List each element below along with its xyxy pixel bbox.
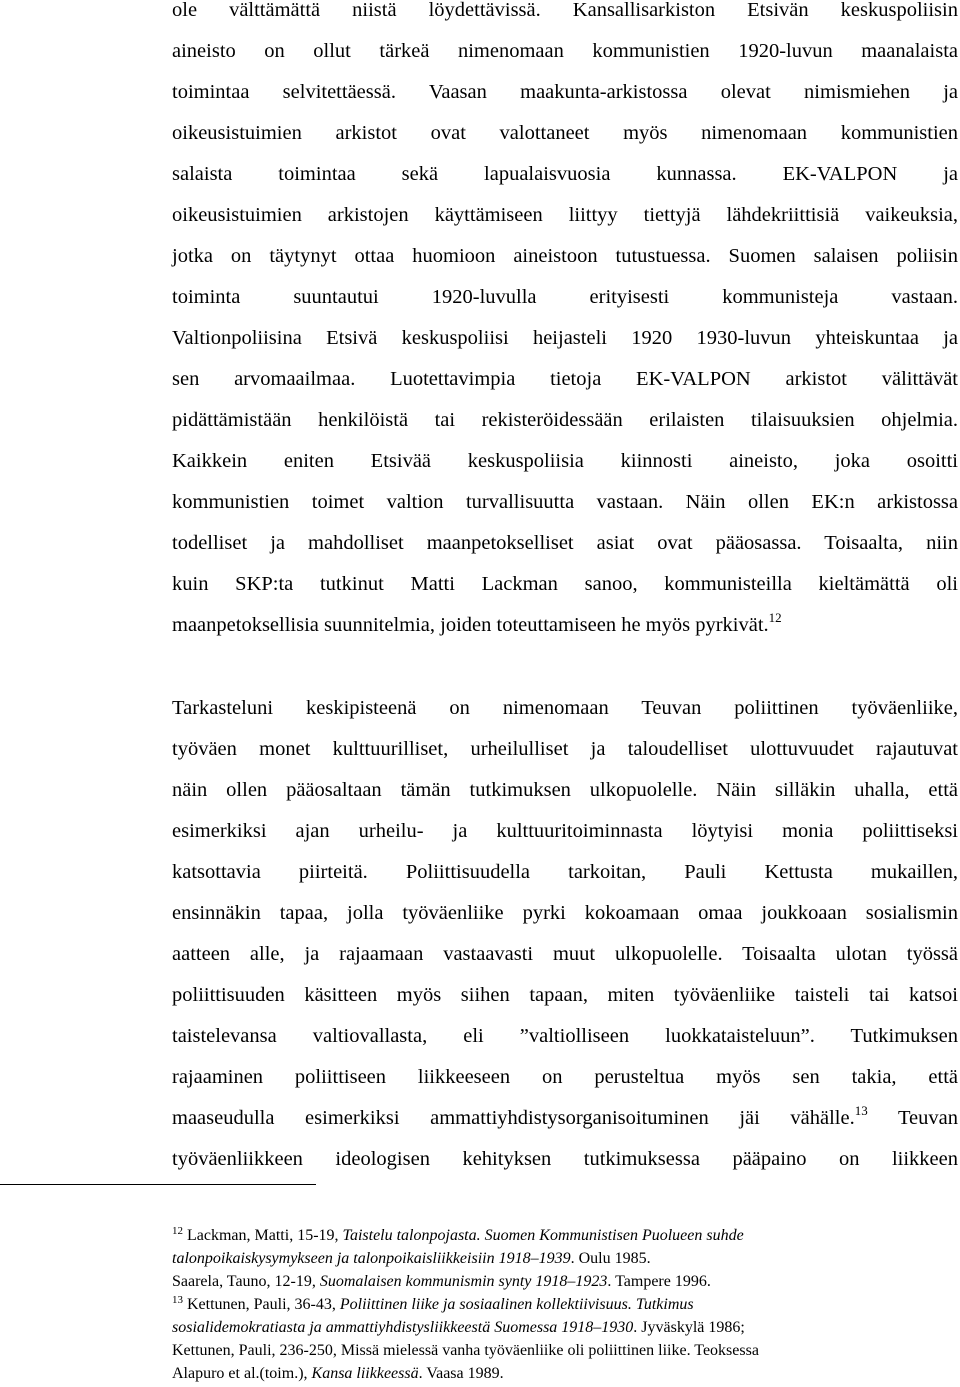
footnote-separator (0, 1184, 316, 1185)
footnote-text: Alapuro et al.(toim.), (172, 1365, 312, 1382)
paragraph-line: kommunistien toimet valtion turvallisuutta vastaan. Näin ollen EK:n arkistossa (172, 491, 958, 513)
footnote-13-line (172, 1362, 958, 1385)
paragraph-line: Valtionpoliisina Etsivä keskuspoliisi heijasteli 1920 1930-luvun yhteiskuntaa ja (172, 327, 958, 349)
footnote-13-line (172, 1339, 958, 1362)
paragraph-line: todelliset ja mahdolliset maanpetokselliset asiat ovat pääosassa. Toisaalta, niin (172, 532, 958, 554)
paragraph-line: aatteen alle, ja rajaamaan vastaavasti muut ulkopuolelle. Toisaalta ulotan työssä (172, 943, 958, 965)
paragraph-last-line (172, 605, 958, 646)
paragraph-line: jotka on täytynyt ottaa huomioon aineistoon tutustuessa. Suomen salaisen poliisin (172, 245, 958, 267)
footnote-title: sosialidemokratiasta ja ammattiyhdistysliikkeestä Suomessa 1918–1930 (172, 1319, 634, 1336)
footnote-number: 13 (172, 1294, 183, 1306)
paragraph-line-text: maaseudulla esimerkiksi ammattiyhdistysorganisoituminen jäi vähälle. (172, 1107, 855, 1129)
footnote-text: Kettunen, Pauli, 36-43, (187, 1296, 340, 1313)
footnote-text: . Tampere 1996. (607, 1273, 711, 1290)
paragraph-line-with-note (172, 1098, 958, 1139)
paragraph-line: sen arvomaailmaa. Luotettavimpia tietoja EK-VALPON arkistot välittävät (172, 368, 958, 390)
footnote-text: . Oulu 1985. (570, 1250, 651, 1267)
footnotes (172, 1224, 958, 1385)
paragraph-line: katsottavia piirteitä. Poliittisuudella tarkoitan, Pauli Kettusta mukaillen, (172, 861, 958, 883)
footnote-text: Saarela, Tauno, 12-19, (172, 1273, 320, 1290)
paragraph-line-text: maanpetoksellisia suunnitelmia, joiden toteuttamiseen he myös pyrkivät. (172, 614, 769, 636)
paragraph-line: näin ollen pääosaltaan tämän tutkimuksen ulkopuolelle. Näin silläkin uhalla, että (172, 779, 958, 801)
footnote-number: 12 (172, 1225, 183, 1237)
paragraph-line: työväen monet kulttuurilliset, urheilulliset ja taloudelliset ulottuvuudet rajautuvat (172, 738, 958, 760)
paragraph-line: pidättämistään henkilöistä tai rekisteröidessään erilaisten tilaisuuksien ohjelmia. (172, 409, 958, 431)
paragraph-line: toimintaa selvitettäessä. Vaasan maakunta-arkistossa olevat nimismiehen ja (172, 81, 958, 103)
footnote-text: . Vaasa 1989. (418, 1365, 504, 1382)
paragraph-line: aineisto on ollut tärkeä nimenomaan kommunistien 1920-luvun maanalaista (172, 40, 958, 62)
footnote-12-line (172, 1224, 958, 1247)
paragraph-line: ole välttämättä niistä löydettävissä. Kansallisarkiston Etsivän keskuspoliisin (172, 0, 958, 21)
footnote-ref-12[interactable]: 12 (768, 610, 782, 625)
paragraph-line: rajaaminen poliittiseen liikkeeseen on perusteltua myös sen takia, että (172, 1066, 958, 1088)
footnote-title: Poliittinen liike ja sosiaalinen kollektiivisuus. Tutkimus (339, 1296, 694, 1313)
footnote-title: Taistelu talonpojasta. Suomen Kommunistisen Puolueen suhde (342, 1227, 744, 1244)
paragraph-line: ensinnäkin tapaa, jolla työväenliike pyrki kokoamaan omaa joukkoaan sosialismin (172, 902, 958, 924)
paragraph-line: toiminta suuntautui 1920-luvulla erityisesti kommunisteja vastaan. (172, 286, 958, 308)
paragraph-scope (172, 688, 958, 1180)
footnote-13-line (172, 1316, 958, 1339)
paragraph-archives (172, 0, 958, 646)
paragraph-line: taistelevansa valtiovallasta, eli ”valtiolliseen luokkataisteluun”. Tutkimuksen (172, 1025, 958, 1047)
paragraph-line: poliittisuuden käsitteen myös siihen tapaan, miten työväenliike taisteli tai katsoi (172, 984, 958, 1006)
paragraph-line: työväenliikkeen ideologisen kehityksen tutkimuksessa pääpaino on liikkeen (172, 1148, 958, 1170)
footnote-ref-13[interactable]: 13 (854, 1103, 868, 1118)
paragraph-line-text: Teuvan (867, 1107, 958, 1129)
footnote-title: Kansa liikkeessä (311, 1365, 419, 1382)
footnote-text: Kettunen, Pauli, 236-250, Missä mielessä vanha työväenliike oli poliittinen liike. Teoksessa (172, 1342, 759, 1359)
paragraph-line: kuin SKP:ta tutkinut Matti Lackman sanoo, kommunisteilla kieltämättä oli (172, 573, 958, 595)
paragraph-line: Tarkasteluni keskipisteenä on nimenomaan Teuvan poliittinen työväenliike, (172, 697, 958, 719)
footnote-12-line (172, 1270, 958, 1293)
footnote-13-line (172, 1293, 958, 1316)
footnote-12-line (172, 1247, 958, 1270)
footnote-title: Suomalaisen kommunismin synty 1918–1923 (319, 1273, 608, 1290)
paragraph-line: oikeusistuimien arkistot ovat valottaneet myös nimenomaan kommunistien (172, 122, 958, 144)
paragraph-line: esimerkiksi ajan urheilu- ja kulttuuritoiminnasta löytyisi monia poliittiseksi (172, 820, 958, 842)
footnote-title: talonpoikaiskysymykseen ja talonpoikaisliikkeisiin 1918–1939 (172, 1250, 571, 1267)
paragraph-line: salaista toimintaa sekä lapualaisvuosia kunnassa. EK-VALPON ja (172, 163, 958, 185)
footnote-text: Lackman, Matti, 15-19, (187, 1227, 343, 1244)
paragraph-line: Kaikkein eniten Etsivää keskuspoliisia kiinnosti aineisto, joka osoitti (172, 450, 958, 472)
paragraph-line: oikeusistuimien arkistojen käyttämiseen liittyy tiettyjä lähdekriittisiä vaikeuksia, (172, 204, 958, 226)
footnote-text: . Jyväskylä 1986; (633, 1319, 745, 1336)
